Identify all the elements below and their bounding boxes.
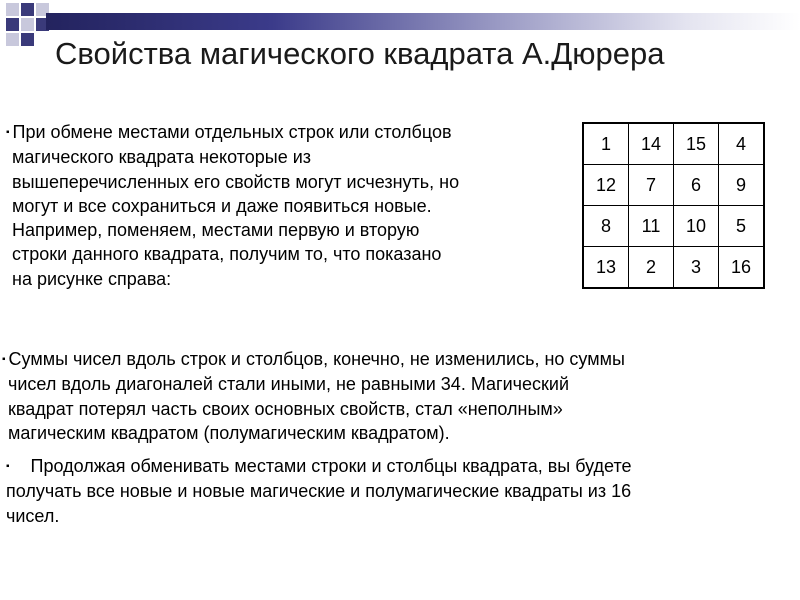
table-row	[583, 123, 764, 165]
paragraph-line: чисел.	[6, 505, 60, 526]
table-cell: 16	[719, 247, 765, 289]
table-cell: 4	[719, 123, 765, 165]
paragraph-line: вышеперечисленных его свойств могут исчезнуть, но	[12, 171, 460, 192]
table-cell: 11	[629, 206, 674, 247]
magic-square-table	[582, 122, 765, 289]
paragraph-line: квадрат потерял часть своих основных свойств, стал «неполным»	[8, 398, 563, 419]
paragraph-swap-rows	[6, 120, 576, 291]
table-row	[583, 165, 764, 206]
deco-square	[6, 33, 19, 46]
deco-square	[21, 18, 34, 31]
table-cell: 10	[674, 206, 719, 247]
table-row	[583, 206, 764, 247]
table-cell: 1	[583, 123, 629, 165]
table-cell: 6	[674, 165, 719, 206]
paragraph-continue	[6, 454, 796, 528]
bullet-icon: ▪	[2, 354, 6, 365]
table-cell: 12	[583, 165, 629, 206]
paragraph-line: чисел вдоль диагоналей стали иными, не равными 34. Магический	[8, 374, 570, 395]
bullet-icon: ▪	[6, 127, 10, 138]
paragraph-line: Продолжая обменивать местами строки и столбцы квадрата, вы будете	[30, 456, 632, 476]
table-cell: 13	[583, 247, 629, 289]
deco-square	[21, 33, 34, 46]
paragraph-line: магическим квадратом (полумагическим квадратом).	[8, 422, 450, 443]
table-cell: 5	[719, 206, 765, 247]
header-gradient-bar	[46, 13, 800, 30]
paragraph-line: магического квадрата некоторые из	[12, 147, 312, 168]
table-cell: 9	[719, 165, 765, 206]
bullet-icon: ▪	[6, 461, 10, 472]
table-cell: 14	[629, 123, 674, 165]
table-cell: 2	[629, 247, 674, 289]
table-cell: 3	[674, 247, 719, 289]
table-cell: 15	[674, 123, 719, 165]
deco-square	[6, 18, 19, 31]
deco-square	[21, 3, 34, 16]
paragraph-line: Например, поменяем, местами первую и вторую	[12, 220, 420, 241]
table-cell: 7	[629, 165, 674, 206]
table-row	[583, 247, 764, 289]
deco-square	[6, 3, 19, 16]
paragraph-line: могут и все сохраниться и даже появиться новые.	[12, 195, 432, 216]
paragraph-line: Суммы чисел вдоль строк и столбцов, конечно, не изменились, но суммы	[8, 349, 625, 369]
paragraph-line: строки данного квадрата, получим то, что показано	[12, 244, 442, 265]
paragraph-line: получать все новые и новые магические и полумагические квадраты из 16	[6, 481, 632, 502]
paragraph-line: на рисунке справа:	[12, 268, 172, 289]
page-title: Свойства магического квадрата А.Дюрера	[55, 36, 665, 71]
table-cell: 8	[583, 206, 629, 247]
paragraph-sums	[2, 347, 792, 445]
paragraph-line: При обмене местами отдельных строк или столбцов	[12, 122, 452, 142]
